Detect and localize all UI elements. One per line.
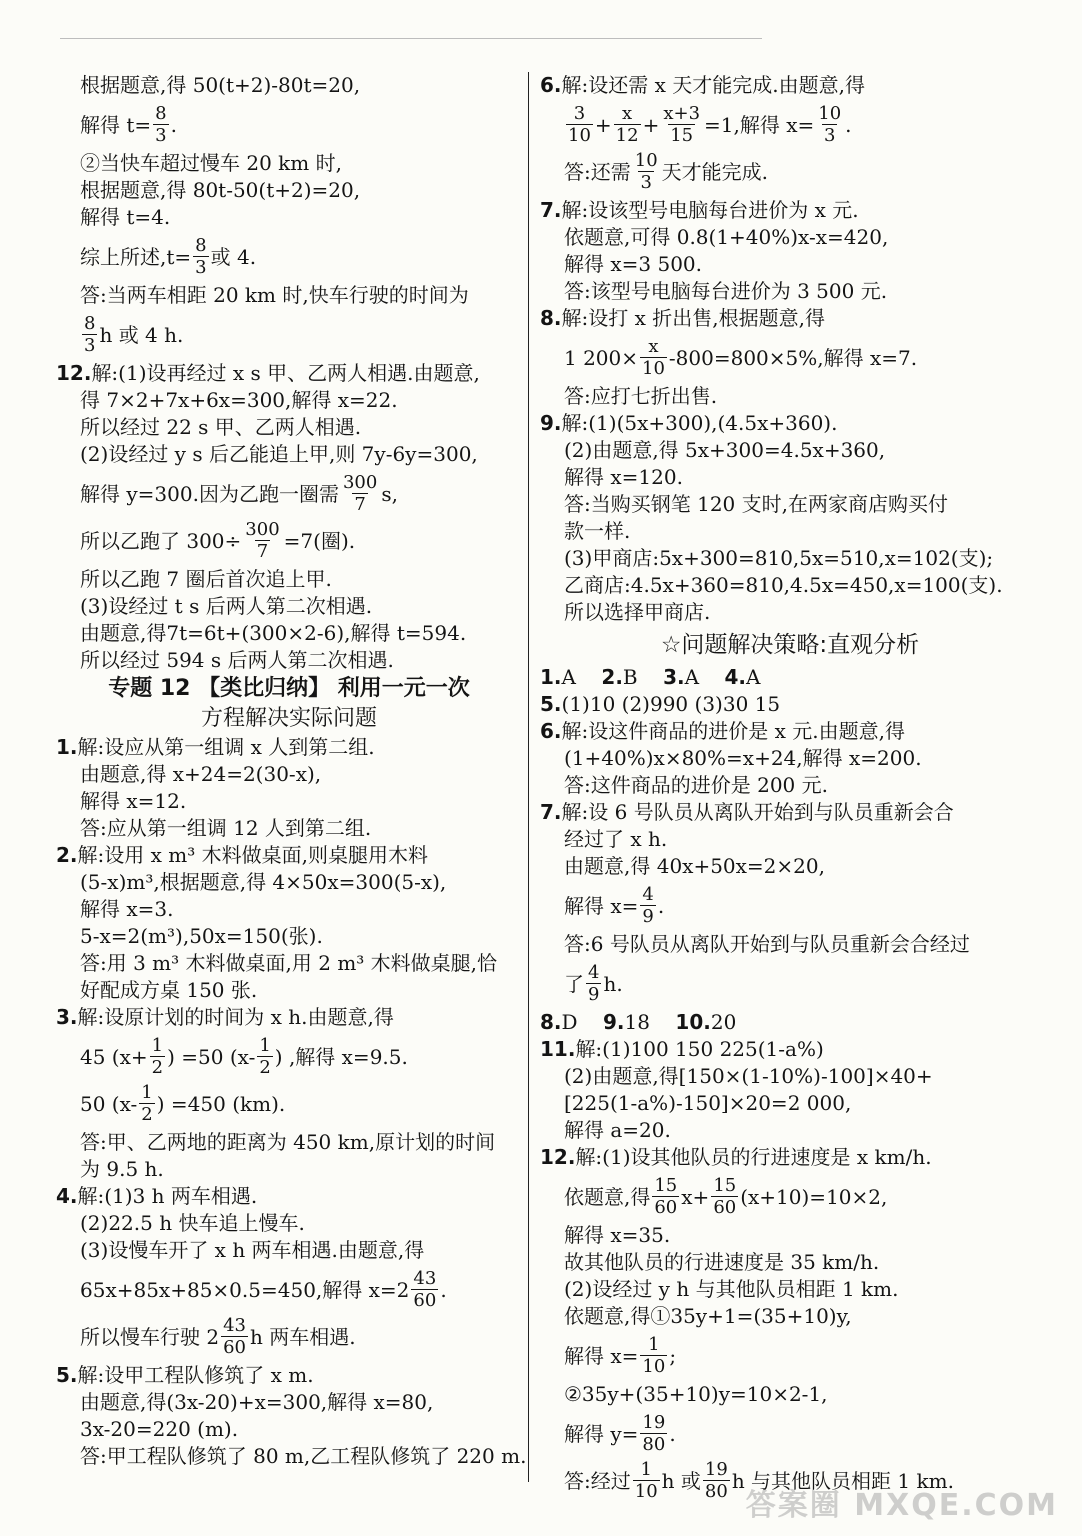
text-line: 答:甲、乙两地的距离为 450 km,原计划的时间: [80, 1130, 496, 1154]
fraction: $\frac{15}{60}$: [713, 1175, 737, 1218]
text-line: 5-x=2(m³),50x=150(张).: [80, 924, 323, 948]
text-line: 故其他队员的行进速度是 35 km/h.: [564, 1250, 880, 1274]
fraction: $\frac{1}{10}$: [642, 1334, 666, 1377]
text-line: 解得 x=3.: [80, 897, 174, 921]
fraction: $\frac{19}{80}$: [704, 1459, 728, 1502]
text-line: 答:甲工程队修筑了 80 m,乙工程队修筑了 220 m.: [80, 1444, 527, 1468]
text-line: 答:6 号队员从离队开始到与队员重新会合经过: [564, 932, 970, 956]
question-4: 4.解:(1)3 h 两车相遇.: [56, 1184, 258, 1208]
question-1: 1.解:设应从第一组调 x 人到第二组.: [56, 735, 375, 759]
text-line: 所以乙跑了 300÷ $\frac{300}{7}$ =7(圈).: [80, 519, 356, 562]
text-line: 解得 x= $\frac{1}{10}$ ;: [564, 1334, 677, 1377]
fraction: $\frac{10}{3}$: [818, 103, 842, 146]
text-line: 解得 y= $\frac{19}{80}$ .: [564, 1412, 676, 1455]
question-8: 8.解:设打 x 折出售,根据题意,得: [540, 306, 825, 330]
text-line: 所以选择甲商店.: [564, 600, 711, 624]
question-6: 6.解:设还需 x 天才能完成.由题意,得: [540, 73, 865, 97]
text-line: 45 (x+ $\frac{1}{2}$ ) =50 (x- $\frac{1}{2}$ ) ,解得 x=9.5.: [80, 1035, 408, 1078]
text-line: 由题意,得 x+24=2(30-x),: [80, 762, 322, 786]
text-line: 由题意,得7t=6t+(300×2-6),解得 t=594.: [80, 621, 467, 645]
fraction: $\frac{300}{7}$: [245, 519, 280, 562]
text-line: 乙商店:4.5x+360=810,4.5x=450,x=100(支).: [564, 573, 1003, 597]
fraction: $\frac{x+3}{15}$: [663, 103, 701, 146]
strategy-question-7: 7.解:设 6 号队员从离队开始到与队员重新会合: [540, 800, 954, 824]
text-line: 所以经过 594 s 后两人第二次相遇.: [80, 648, 394, 672]
text-line: 解得 x= $\frac{4}{9}$ .: [564, 884, 665, 927]
column-divider: [528, 72, 529, 1482]
fraction: $\frac{19}{80}$: [642, 1412, 666, 1455]
fraction: $\frac{43}{60}$: [223, 1315, 246, 1358]
fraction: $\frac{x}{10}$: [642, 336, 665, 379]
text-line: 答:应从第一组调 12 人到第二组.: [80, 816, 372, 840]
text-line: (3)设经过 t s 后两人第二次相遇.: [80, 594, 373, 618]
text-line: $\frac{8}{3}$ h 或 4 h.: [84, 313, 184, 356]
text-line: (1+40%)x×80%=x+24,解得 x=200.: [564, 746, 922, 770]
text-line: 解得 x=3 500.: [564, 252, 703, 276]
text-line: 款一样.: [564, 519, 631, 543]
question-7: 7.解:设该型号电脑每台进价为 x 元.: [540, 198, 859, 222]
top-rule: [60, 38, 762, 39]
watermark-logo: 答案圈 MXQE.COM: [745, 1488, 1058, 1523]
text-line: (5-x)m³,根据题意,得 4×50x=300(5-x),: [80, 870, 447, 894]
fraction: $\frac{1}{2}$: [141, 1082, 153, 1125]
text-line: (2)22.5 h 快车追上慢车.: [80, 1211, 305, 1235]
text-line: 解得 y=300.因为乙跑一圈需 $\frac{300}{7}$ s,: [80, 472, 398, 515]
topic-subtitle: 方程解决实际问题: [200, 706, 377, 731]
strategy-question-6: 6.解:设这件商品的进价是 x 元.由题意,得: [540, 719, 905, 743]
answers-1-4: 1.A 2.B 3.A 4.A: [540, 665, 761, 689]
fraction: $\frac{1}{2}$: [259, 1035, 271, 1078]
fraction: $\frac{300}{7}$: [342, 472, 378, 515]
right-column: [540, 72, 1040, 1506]
fraction: $\frac{8}{3}$: [84, 313, 96, 356]
text-line: 1 200× $\frac{x}{10}$ -800=800×5%,解得 x=7.: [564, 336, 918, 379]
text-line: 解得 t=4.: [80, 205, 171, 229]
text-line: 50 (x- $\frac{1}{2}$ ) =450 (km).: [80, 1082, 286, 1125]
text-line: (2)设经过 y s 后乙能追上甲,则 7y-6y=300,: [80, 442, 478, 466]
text-line: 依题意,得①35y+1=(35+10)y,: [564, 1304, 852, 1328]
fraction: $\frac{8}{3}$: [155, 103, 167, 146]
fraction: $\frac{1}{10}$: [634, 1459, 658, 1502]
fraction: $\frac{4}{9}$: [642, 884, 654, 927]
text-line: 所以经过 22 s 甲、乙两人相遇.: [80, 415, 362, 439]
question-12: 12.解:(1)设再经过 x s 甲、乙两人相遇.由题意,: [56, 361, 480, 385]
text-line: [225(1-a%)-150]×20=2 000,: [564, 1091, 852, 1115]
question-5: 5.解:设甲工程队修筑了 x m.: [56, 1363, 314, 1387]
text-line: 依题意,可得 0.8(1+40%)x-x=420,: [564, 225, 889, 249]
text-line: 3x-20=220 (m).: [80, 1417, 239, 1441]
text-line: 答:应打七折出售.: [564, 384, 718, 408]
strategy-question-12: 12.解:(1)设其他队员的行进速度是 x km/h.: [540, 1145, 932, 1169]
text-line: 所以乙跑 7 圈后首次追上甲.: [80, 567, 332, 591]
fraction: $\frac{43}{60}$: [413, 1268, 437, 1311]
text-line: 答:当购买钢笔 120 支时,在两家商店购买付: [564, 492, 948, 516]
fraction: $\frac{8}{3}$: [195, 235, 207, 278]
text-line: 解得 x=35.: [564, 1223, 671, 1247]
text-line: 解得 x=12.: [80, 789, 187, 813]
text-line: 答:这件商品的进价是 200 元.: [564, 773, 828, 797]
text-line: 得 7×2+7x+6x=300,解得 x=22.: [80, 388, 398, 412]
strategy-heading: ☆问题解决策略:直观分析: [660, 632, 920, 658]
answers-8-10: 8.D 9.18 10.20: [540, 1010, 737, 1034]
question-3: 3.解:设原计划的时间为 x h.由题意,得: [56, 1005, 394, 1029]
text-line: 了 $\frac{4}{9}$ h.: [564, 962, 623, 1005]
text-line: 答:当两车相距 20 km 时,快车行驶的时间为: [80, 283, 469, 307]
text-line: 好配成方桌 150 张.: [80, 978, 258, 1002]
text-line: 65x+85x+85×0.5=450,解得 x=2 $\frac{43}{60}$ .: [80, 1268, 447, 1311]
text-line: (2)设经过 y h 与其他队员相距 1 km.: [564, 1277, 899, 1301]
question-9: 9.解:(1)(5x+300),(4.5x+360).: [540, 411, 838, 435]
left-column: [56, 72, 527, 1470]
text-line: 解得 t= $\frac{8}{3}$ .: [80, 103, 177, 146]
text-line: 解得 x=120.: [564, 465, 683, 489]
text-line: $\frac{3}{10}$ + $\frac{x}{12}$ + $\frac{x+3}{15}$ =1,解得 x= $\frac{10}{3}$ .: [568, 103, 852, 146]
strategy-question-11: 11.解:(1)100 150 225(1-a%): [540, 1037, 824, 1061]
text-line: 解得 a=20.: [564, 1118, 671, 1142]
text-line: 答:还需 $\frac{10}{3}$ 天才能完成.: [564, 150, 769, 193]
text-line: 为 9.5 h.: [80, 1157, 164, 1181]
text-line: (2)由题意,得[150×(1-10%)-100]×40+: [564, 1064, 933, 1088]
text-line: ②35y+(35+10)y=10×2-1,: [564, 1382, 828, 1406]
text-line: 根据题意,得 80t-50(t+2)=20,: [80, 178, 361, 202]
fraction: $\frac{15}{60}$: [654, 1175, 678, 1218]
text-line: 所以慢车行驶 2 $\frac{43}{60}$ h 两车相遇.: [80, 1315, 356, 1358]
text-line: 经过了 x h.: [564, 827, 668, 851]
text-line: 答:用 3 m³ 木料做桌面,用 2 m³ 木料做桌腿,恰: [80, 951, 498, 975]
topic-title: 专题 12 【类比归纳】 利用一元一次: [108, 676, 470, 701]
fraction: $\frac{3}{10}$: [568, 103, 591, 146]
fraction: $\frac{10}{3}$: [634, 150, 658, 193]
text-line: 由题意,得(3x-20)+x=300,解得 x=80,: [80, 1390, 434, 1414]
text-line: ②当快车超过慢车 20 km 时,: [80, 151, 342, 175]
fraction: $\frac{1}{2}$: [151, 1035, 164, 1078]
text-line: (3)甲商店:5x+300=810,5x=510,x=102(支);: [564, 546, 994, 570]
text-line: (2)由题意,得 5x+300=4.5x+360,: [564, 438, 886, 462]
question-2: 2.解:设用 x m³ 木料做桌面,则桌腿用木料: [56, 843, 428, 867]
text-line: 根据题意,得 50(t+2)-80t=20,: [80, 73, 361, 97]
text-line: 答:经过 $\frac{1}{10}$ h 或 $\frac{19}{80}$ h 与其他队员相距 1 km.: [564, 1459, 954, 1502]
text-line: 由题意,得 40x+50x=2×20,: [564, 854, 825, 878]
fraction: $\frac{4}{9}$: [588, 962, 600, 1005]
text-line: 综上所述,t= $\frac{8}{3}$ 或 4.: [80, 235, 257, 278]
text-line: (3)设慢车开了 x h 两车相遇.由题意,得: [80, 1238, 425, 1262]
answer-5: 5.(1)10 (2)990 (3)30 15: [540, 692, 781, 716]
text-line: 答:该型号电脑每台进价为 3 500 元.: [564, 279, 888, 303]
fraction: $\frac{x}{12}$: [615, 103, 639, 146]
text-line: 依题意,得 $\frac{15}{60}$ x+ $\frac{15}{60}$ (x+10)=10×2,: [564, 1175, 888, 1218]
